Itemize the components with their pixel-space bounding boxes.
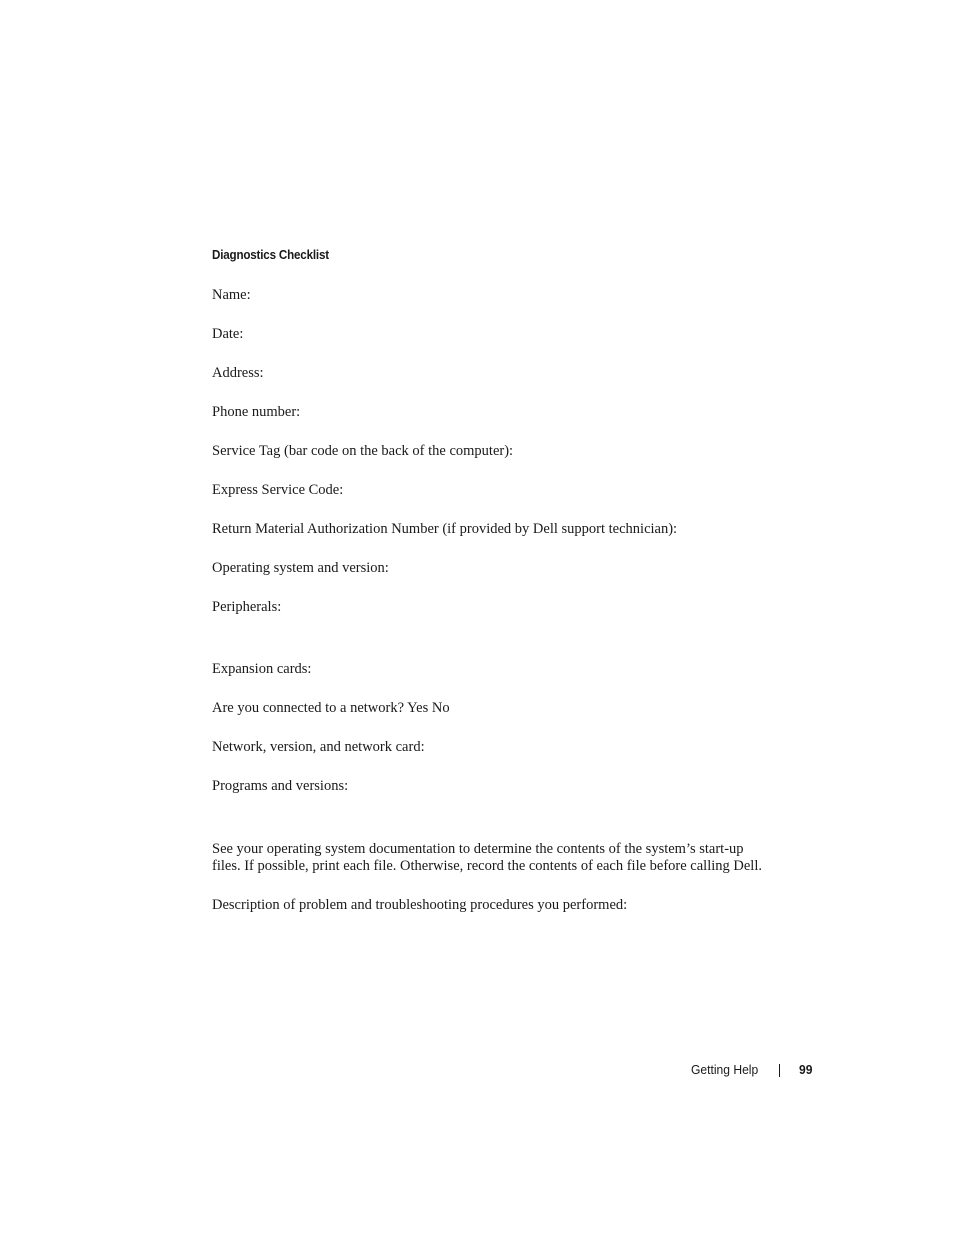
field-express-service-code: Express Service Code: (212, 482, 344, 498)
startup-files-note (212, 841, 772, 875)
footer-section-title: Getting Help (691, 1062, 759, 1077)
field-network-version: Network, version, and network card: (212, 739, 425, 755)
field-programs-versions: Programs and versions: (212, 778, 349, 794)
field-expansion-cards: Expansion cards: (212, 661, 312, 677)
field-address: Address: (212, 365, 264, 381)
checklist-heading: Diagnostics Checklist (212, 248, 329, 262)
field-phone-number: Phone number: (212, 404, 301, 420)
startup-note-line-2: files. If possible, print each file. Otherwise, record the contents of each file before calling Dell. (212, 858, 762, 874)
footer-separator (779, 1064, 780, 1077)
field-problem-description: Description of problem and troubleshooting procedures you performed: (212, 897, 628, 913)
startup-note-line-1: See your operating system documentation to determine the contents of the system’s start-up (212, 841, 744, 857)
field-service-tag: Service Tag (bar code on the back of the computer): (212, 443, 514, 459)
field-date: Date: (212, 326, 244, 342)
footer-page-number: 99 (799, 1062, 813, 1077)
field-operating-system: Operating system and version: (212, 560, 389, 576)
field-rma-number: Return Material Authorization Number (if provided by Dell support technician): (212, 521, 678, 537)
field-network-connected: Are you connected to a network? Yes No (212, 700, 450, 716)
field-name: Name: (212, 287, 251, 303)
field-peripherals: Peripherals: (212, 599, 282, 615)
